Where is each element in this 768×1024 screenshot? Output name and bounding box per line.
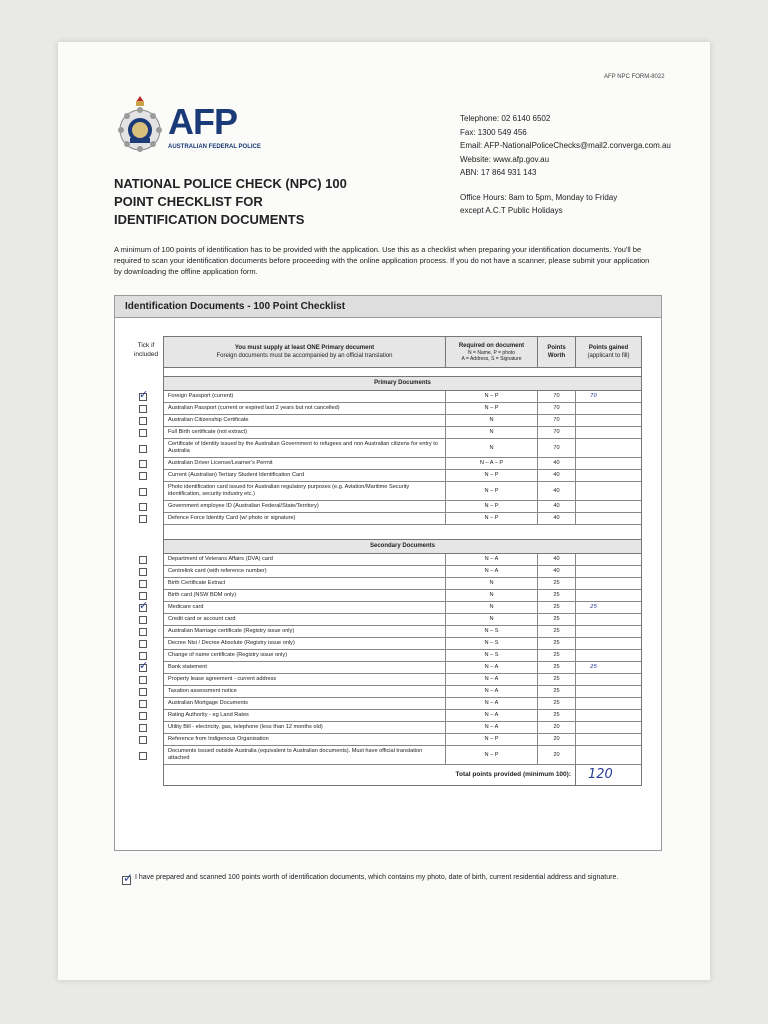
req-cell: N	[446, 427, 538, 438]
gained-cell[interactable]	[576, 710, 641, 721]
include-checkbox[interactable]	[139, 712, 147, 720]
include-checkbox[interactable]	[139, 752, 147, 760]
hours-line: Office Hours: 8am to 5pm, Monday to Friday	[460, 193, 618, 202]
doc-cell: Credit card or account card	[164, 614, 446, 625]
req-header-line3: A = Address, S = Signature	[461, 356, 522, 362]
doc-cell: Full Birth certificate (not extract)	[164, 427, 446, 438]
points-cell: 40	[538, 482, 576, 500]
req-cell: N	[446, 602, 538, 613]
include-checkbox[interactable]	[139, 616, 147, 624]
doc-cell: Australian Passport (current or expired last 2 years but not cancelled)	[164, 403, 446, 414]
fax: Fax: 1300 549 456	[460, 127, 527, 137]
gained-cell[interactable]	[576, 734, 641, 745]
table-row	[164, 674, 641, 686]
doc-cell: Department of Veterans Affairs (DVA) card	[164, 554, 446, 565]
req-cell: N	[446, 415, 538, 426]
include-checkbox[interactable]	[139, 405, 147, 413]
req-cell: N – P	[446, 513, 538, 524]
gained-cell[interactable]	[576, 746, 641, 764]
gained-cell[interactable]: 70	[590, 393, 598, 399]
doc-cell: Photo identification card issued for Australian regulatory purposes (e.g. Aviation/Maritime Security identification, security industry etc.)	[164, 482, 446, 500]
page-title: NATIONAL POLICE CHECK (NPC) 100 POINT CHECKLIST FOR IDENTIFICATION DOCUMENTS	[114, 176, 347, 227]
req-cell: N – P	[446, 470, 538, 481]
doc-column-header	[164, 337, 446, 367]
points-cell: 40	[538, 554, 576, 565]
doc-header-line1: You must supply at least ONE Primary document	[234, 345, 375, 351]
include-checkbox[interactable]	[139, 700, 147, 708]
include-checkbox[interactable]	[139, 640, 147, 648]
doc-cell: Current (Australian) Tertiary Student Identification Card	[164, 470, 446, 481]
req-cell: N – P	[446, 734, 538, 745]
table-row	[164, 501, 641, 513]
include-checkbox[interactable]	[139, 664, 147, 672]
req-cell: N – A	[446, 554, 538, 565]
table-row	[164, 710, 641, 722]
gained-cell[interactable]: 25	[590, 664, 598, 670]
req-cell: N – A	[446, 686, 538, 697]
table-row	[164, 439, 641, 458]
intro-paragraph: A minimum of 100 points of identification has to be provided with the application. Use this as a checklist when preparing your identification documents. You'll be required to scan your identification documents before proceeding with the online application process. If you do not have a scanner, please submit your application by downloading the offline application form.	[114, 245, 650, 276]
points-cell: 25	[538, 578, 576, 589]
points-cell: 25	[538, 614, 576, 625]
doc-cell: Foreign Passport (current)	[164, 391, 446, 402]
afp-logo-subtitle: AUSTRALIAN FEDERAL POLICE	[168, 144, 261, 150]
req-cell: N – P	[446, 746, 538, 764]
req-cell: N – P	[446, 482, 538, 500]
gained-cell[interactable]: 25	[590, 604, 598, 610]
points-cell: 40	[538, 501, 576, 512]
points-cell: 20	[538, 746, 576, 764]
office-hours	[460, 191, 700, 217]
include-checkbox[interactable]	[139, 393, 147, 401]
req-cell: N – A	[446, 566, 538, 577]
req-cell: N – A	[446, 710, 538, 721]
table-row	[164, 746, 641, 765]
points-cell: 25	[538, 638, 576, 649]
table-row	[164, 566, 641, 578]
req-cell: N	[446, 578, 538, 589]
req-cell: N – P	[446, 391, 538, 402]
points-cell: 25	[538, 674, 576, 685]
table-row	[164, 734, 641, 746]
secondary-rows	[164, 554, 641, 765]
include-checkbox[interactable]	[139, 445, 147, 453]
table-row	[164, 686, 641, 698]
points-cell: 70	[538, 439, 576, 457]
spacer	[164, 368, 641, 377]
include-checkbox[interactable]	[139, 688, 147, 696]
req-header-line1: Required on document	[458, 343, 525, 349]
req-header-line2: N = Name, P = photo	[468, 350, 515, 356]
gained-cell[interactable]	[576, 513, 641, 524]
doc-cell: Property lease agreement - current address	[164, 674, 446, 685]
table-row	[164, 602, 641, 614]
declaration-text: I have prepared and scanned 100 points worth of identification documents, which contains my photo, date of birth, current residential address and signature.	[135, 874, 619, 881]
req-cell: N – P	[446, 501, 538, 512]
abn: ABN: 17 864 931 143	[460, 168, 537, 177]
gained-cell[interactable]	[576, 458, 641, 469]
include-checkbox[interactable]	[139, 556, 147, 564]
doc-cell: Australian Marriage certificate (Registry issue only)	[164, 626, 446, 637]
points-cell: 20	[538, 734, 576, 745]
checklist-table	[163, 336, 642, 786]
table-row	[164, 513, 641, 525]
req-cell: N – P	[446, 403, 538, 414]
secondary-section-header: Secondary Documents	[164, 540, 641, 554]
gained-column-header	[576, 337, 641, 367]
doc-cell: Certificate of Identity issued by the Australian Government to refugees and non Australian citizens for entry to Australia	[164, 439, 446, 457]
include-checkbox[interactable]	[139, 628, 147, 636]
email: Email: AFP-NationalPoliceChecks@mail2.converga.com.au	[460, 141, 671, 150]
include-checkbox[interactable]	[139, 676, 147, 684]
points-cell: 70	[538, 391, 576, 402]
table-row	[164, 590, 641, 602]
include-checkbox[interactable]	[139, 488, 147, 496]
req-cell: N – A	[446, 662, 538, 673]
table-row	[164, 578, 641, 590]
req-cell: N	[446, 614, 538, 625]
points-cell: 25	[538, 650, 576, 661]
points-header-label: Points Worth	[547, 345, 566, 359]
gained-cell[interactable]	[576, 566, 641, 577]
gained-cell[interactable]	[576, 578, 641, 589]
points-cell: 70	[538, 415, 576, 426]
gained-cell[interactable]	[576, 674, 641, 685]
doc-cell: Government employee ID (Australian Federal/State/Territory)	[164, 501, 446, 512]
points-column-header	[538, 337, 576, 367]
table-row	[164, 638, 641, 650]
table-row	[164, 698, 641, 710]
afp-logo-text: AFP	[168, 101, 237, 142]
table-header-row	[164, 337, 641, 368]
gained-cell[interactable]	[576, 638, 641, 649]
table-row	[164, 415, 641, 427]
checklist-heading: Identification Documents - 100 Point Checklist	[115, 296, 661, 318]
gained-cell[interactable]	[576, 722, 641, 733]
doc-cell: Taxation assessment notice	[164, 686, 446, 697]
points-cell: 40	[538, 566, 576, 577]
table-row	[164, 470, 641, 482]
doc-cell: Documents issued outside Australia (equivalent to Australian documents). Must have official translation attached	[164, 746, 446, 764]
include-checkbox[interactable]	[139, 736, 147, 744]
holidays-line: except A.C.T Public Holidays	[460, 206, 563, 215]
form-code: AFP NPC FORM-8022	[604, 74, 665, 80]
req-cell: N – S	[446, 626, 538, 637]
points-cell: 70	[538, 403, 576, 414]
points-cell: 70	[538, 427, 576, 438]
doc-cell: Utility Bill - electricity, gas, telephone (less than 12 months old)	[164, 722, 446, 733]
points-cell: 25	[538, 602, 576, 613]
req-cell: N – A	[446, 674, 538, 685]
points-cell: 40	[538, 513, 576, 524]
doc-cell: Defence Force Identity Card (w/ photo or signature)	[164, 513, 446, 524]
points-cell: 25	[538, 710, 576, 721]
gained-cell[interactable]	[576, 626, 641, 637]
gained-cell[interactable]	[576, 554, 641, 565]
table-row	[164, 722, 641, 734]
table-row	[164, 554, 641, 566]
req-cell: N – A – P	[446, 458, 538, 469]
points-cell: 25	[538, 662, 576, 673]
include-checkbox[interactable]	[139, 580, 147, 588]
include-checkbox[interactable]	[139, 472, 147, 480]
include-checkbox[interactable]	[139, 724, 147, 732]
gained-cell[interactable]	[576, 439, 641, 457]
gained-cell[interactable]	[576, 415, 641, 426]
req-column-header	[446, 337, 538, 367]
doc-cell: Medicare card	[164, 602, 446, 613]
include-checkbox[interactable]	[139, 568, 147, 576]
table-row	[164, 391, 641, 403]
gained-cell[interactable]	[576, 427, 641, 438]
doc-cell: Bank statement	[164, 662, 446, 673]
doc-cell: Australian Mortgage Documents	[164, 698, 446, 709]
points-cell: 25	[538, 698, 576, 709]
gained-cell[interactable]	[576, 650, 641, 661]
req-cell: N – S	[446, 650, 538, 661]
contact-block	[460, 112, 700, 180]
doc-cell: Centrelink card (with reference number)	[164, 566, 446, 577]
req-cell: N – A	[446, 698, 538, 709]
table-row	[164, 614, 641, 626]
include-checkbox[interactable]	[139, 604, 147, 612]
afp-crest-logo	[116, 92, 164, 154]
gained-cell[interactable]	[576, 482, 641, 500]
req-cell: N	[446, 590, 538, 601]
gained-header-line2: (applicant to fill)	[587, 353, 630, 359]
req-cell: N	[446, 439, 538, 457]
primary-section-header: Primary Documents	[164, 377, 641, 391]
req-cell: N – S	[446, 638, 538, 649]
gained-cell[interactable]	[576, 470, 641, 481]
table-row	[164, 650, 641, 662]
table-row	[164, 662, 641, 674]
declaration-checkbox[interactable]	[122, 876, 131, 885]
include-checkbox[interactable]	[139, 417, 147, 425]
table-row	[164, 482, 641, 501]
include-checkbox[interactable]	[139, 515, 147, 523]
table-row	[164, 403, 641, 415]
primary-rows	[164, 391, 641, 525]
points-cell: 25	[538, 590, 576, 601]
include-checkbox[interactable]	[139, 503, 147, 511]
req-cell: N – A	[446, 722, 538, 733]
table-row	[164, 458, 641, 470]
gained-cell[interactable]	[576, 403, 641, 414]
gained-cell[interactable]	[576, 590, 641, 601]
gained-cell[interactable]	[576, 614, 641, 625]
total-row	[164, 765, 641, 785]
doc-cell: Birth card (NSW BDM only)	[164, 590, 446, 601]
doc-cell: Rating Authority - eg Land Rates	[164, 710, 446, 721]
include-checkbox[interactable]	[139, 460, 147, 468]
gained-cell[interactable]	[576, 698, 641, 709]
doc-header-line2: Foreign documents must be accompanied by an official translation	[216, 353, 393, 359]
doc-cell: Australian Driver License/Learner's Permit	[164, 458, 446, 469]
table-row	[164, 626, 641, 638]
doc-cell: Birth Certificate Extract	[164, 578, 446, 589]
gained-cell[interactable]	[576, 501, 641, 512]
gained-cell[interactable]	[576, 686, 641, 697]
doc-cell: Reference from Indigenous Organisation	[164, 734, 446, 745]
points-cell: 25	[538, 626, 576, 637]
total-value: 120	[588, 767, 613, 782]
website: Website: www.afp.gov.au	[460, 154, 550, 164]
points-cell: 25	[538, 686, 576, 697]
total-label: Total points provided (minimum 100):	[164, 765, 576, 785]
doc-cell: Australian Citizenship Certificate	[164, 415, 446, 426]
doc-cell: Change of name certificate (Registry issue only)	[164, 650, 446, 661]
table-row	[164, 427, 641, 439]
doc-cell: Decree Nisi / Decree Absolute (Registry issue only)	[164, 638, 446, 649]
gained-header-line1: Points gained	[588, 345, 629, 351]
points-cell: 20	[538, 722, 576, 733]
points-cell: 40	[538, 458, 576, 469]
include-checkbox[interactable]	[139, 429, 147, 437]
points-cell: 40	[538, 470, 576, 481]
telephone: Telephone: 02 6140 6502	[460, 114, 551, 123]
tick-column-header: Tick if included	[133, 342, 159, 358]
spacer	[164, 525, 641, 540]
